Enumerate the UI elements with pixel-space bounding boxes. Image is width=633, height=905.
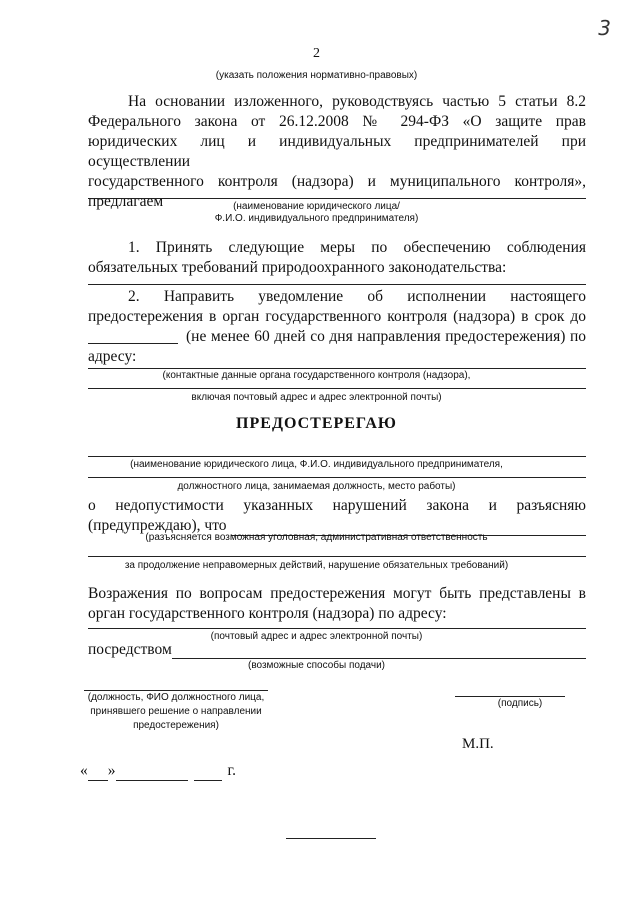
stamp-place-label: М.П. [462,736,494,752]
date-year-blank [194,766,222,781]
liability-line [88,556,586,557]
date-close-quote: » [107,762,116,779]
recipient-line [88,456,586,457]
contacts-line-2 [88,388,586,389]
basis-line-2: Федерального закона от 26.12.2008 № 294-ФЗ «О защите прав [88,113,586,130]
document-title: ПРЕДОСТЕРЕГАЮ [236,415,397,432]
caption-methods: (возможные способы подачи) [247,660,386,671]
legal-entity-line [88,198,586,199]
item-1-line-2: обязательных требований природоохранного законодательства: [88,259,507,276]
caption-liability-2: за продолжение неправомерных действий, нарушение обязательных требований) [124,560,509,571]
caption-official-1: (должность, ФИО должностного лица, [87,692,265,703]
date-field [80,761,236,781]
item-1-line-1: 1. Принять следующие меры по обеспечению соблюдения [128,239,586,256]
warning-line-1: о недопустимости указанных нарушений закона и разъясняю [88,497,586,514]
date-year-suffix: г. [227,762,236,779]
caption-liability-1: (разъясняется возможная уголовная, административная ответственность [145,532,488,543]
caption-entity-full-2: должностного лица, занимаемая должность, место работы) [177,481,456,492]
handwritten-page-mark: 3 [598,16,611,40]
caption-legal-entity-2: Ф.И.О. индивидуального предпринимателя) [214,213,419,224]
item-2-line-3: (не менее 60 дней со дня направления предостережения) по [186,328,586,345]
item-2 [88,287,586,367]
deadline-blank [88,327,178,344]
caption-entity-full-1: (наименование юридического лица, Ф.И.О. индивидуального предпринимателя, [130,459,503,470]
item-2-line-4: адресу: [88,348,137,365]
official-line [84,690,268,691]
paragraph-warning [88,496,586,536]
page-number: 2 [313,46,320,61]
date-open-quote: « [80,762,88,779]
postal-line [88,628,586,629]
date-month-blank [116,766,188,781]
objections-line-1: Возражения по вопросам предостережения могут быть представлены в [88,585,586,602]
caption-official-2: принявшего решение о направлении [90,706,262,717]
footer-rule [286,838,376,839]
objections-line-2: орган государственного контроля (надзора) по адресу: [88,605,447,622]
methods-line [172,658,586,659]
item-2-line-1: 2. Направить уведомление об исполнении настоящего [128,288,586,305]
caption-legal-entity-1: (наименование юридического лица/ [233,201,400,212]
signature-line [455,696,565,697]
recipient-line-2 [88,477,586,478]
via-label: посредством [88,641,172,658]
caption-contacts: (контактные данные органа государственного контроля (надзора), [162,370,471,381]
basis-line-4: государственного контроля (надзора) и муниципального контроля», [88,173,586,190]
caption-contacts-2: включая почтовый адрес и адрес электронной почты) [191,392,442,403]
caption-official-3: предостережения) [133,720,219,731]
caption-postal: (почтовый адрес и адрес электронной почты) [210,631,423,642]
basis-line-5: предлагаем [88,193,164,210]
warning-line-2: (предупреждаю), что [88,517,227,534]
caption-normative: (указать положения нормативно-правовых) [215,70,418,81]
paragraph-objections [88,584,586,624]
basis-line-1: На основании изложенного, руководствуясь частью 5 статьи 8.2 [128,93,586,110]
basis-line-3: юридических лиц и индивидуальных предпринимателей при осуществлении [88,133,586,170]
caption-signature: (подпись) [497,698,543,709]
item-1 [88,238,586,278]
measures-line [88,284,586,285]
item-2-line-2: предостережения в орган государственного контроля (надзора) в срок до [88,308,586,325]
contacts-line [88,368,586,369]
date-day-blank [88,766,108,781]
paragraph-basis [88,92,586,212]
